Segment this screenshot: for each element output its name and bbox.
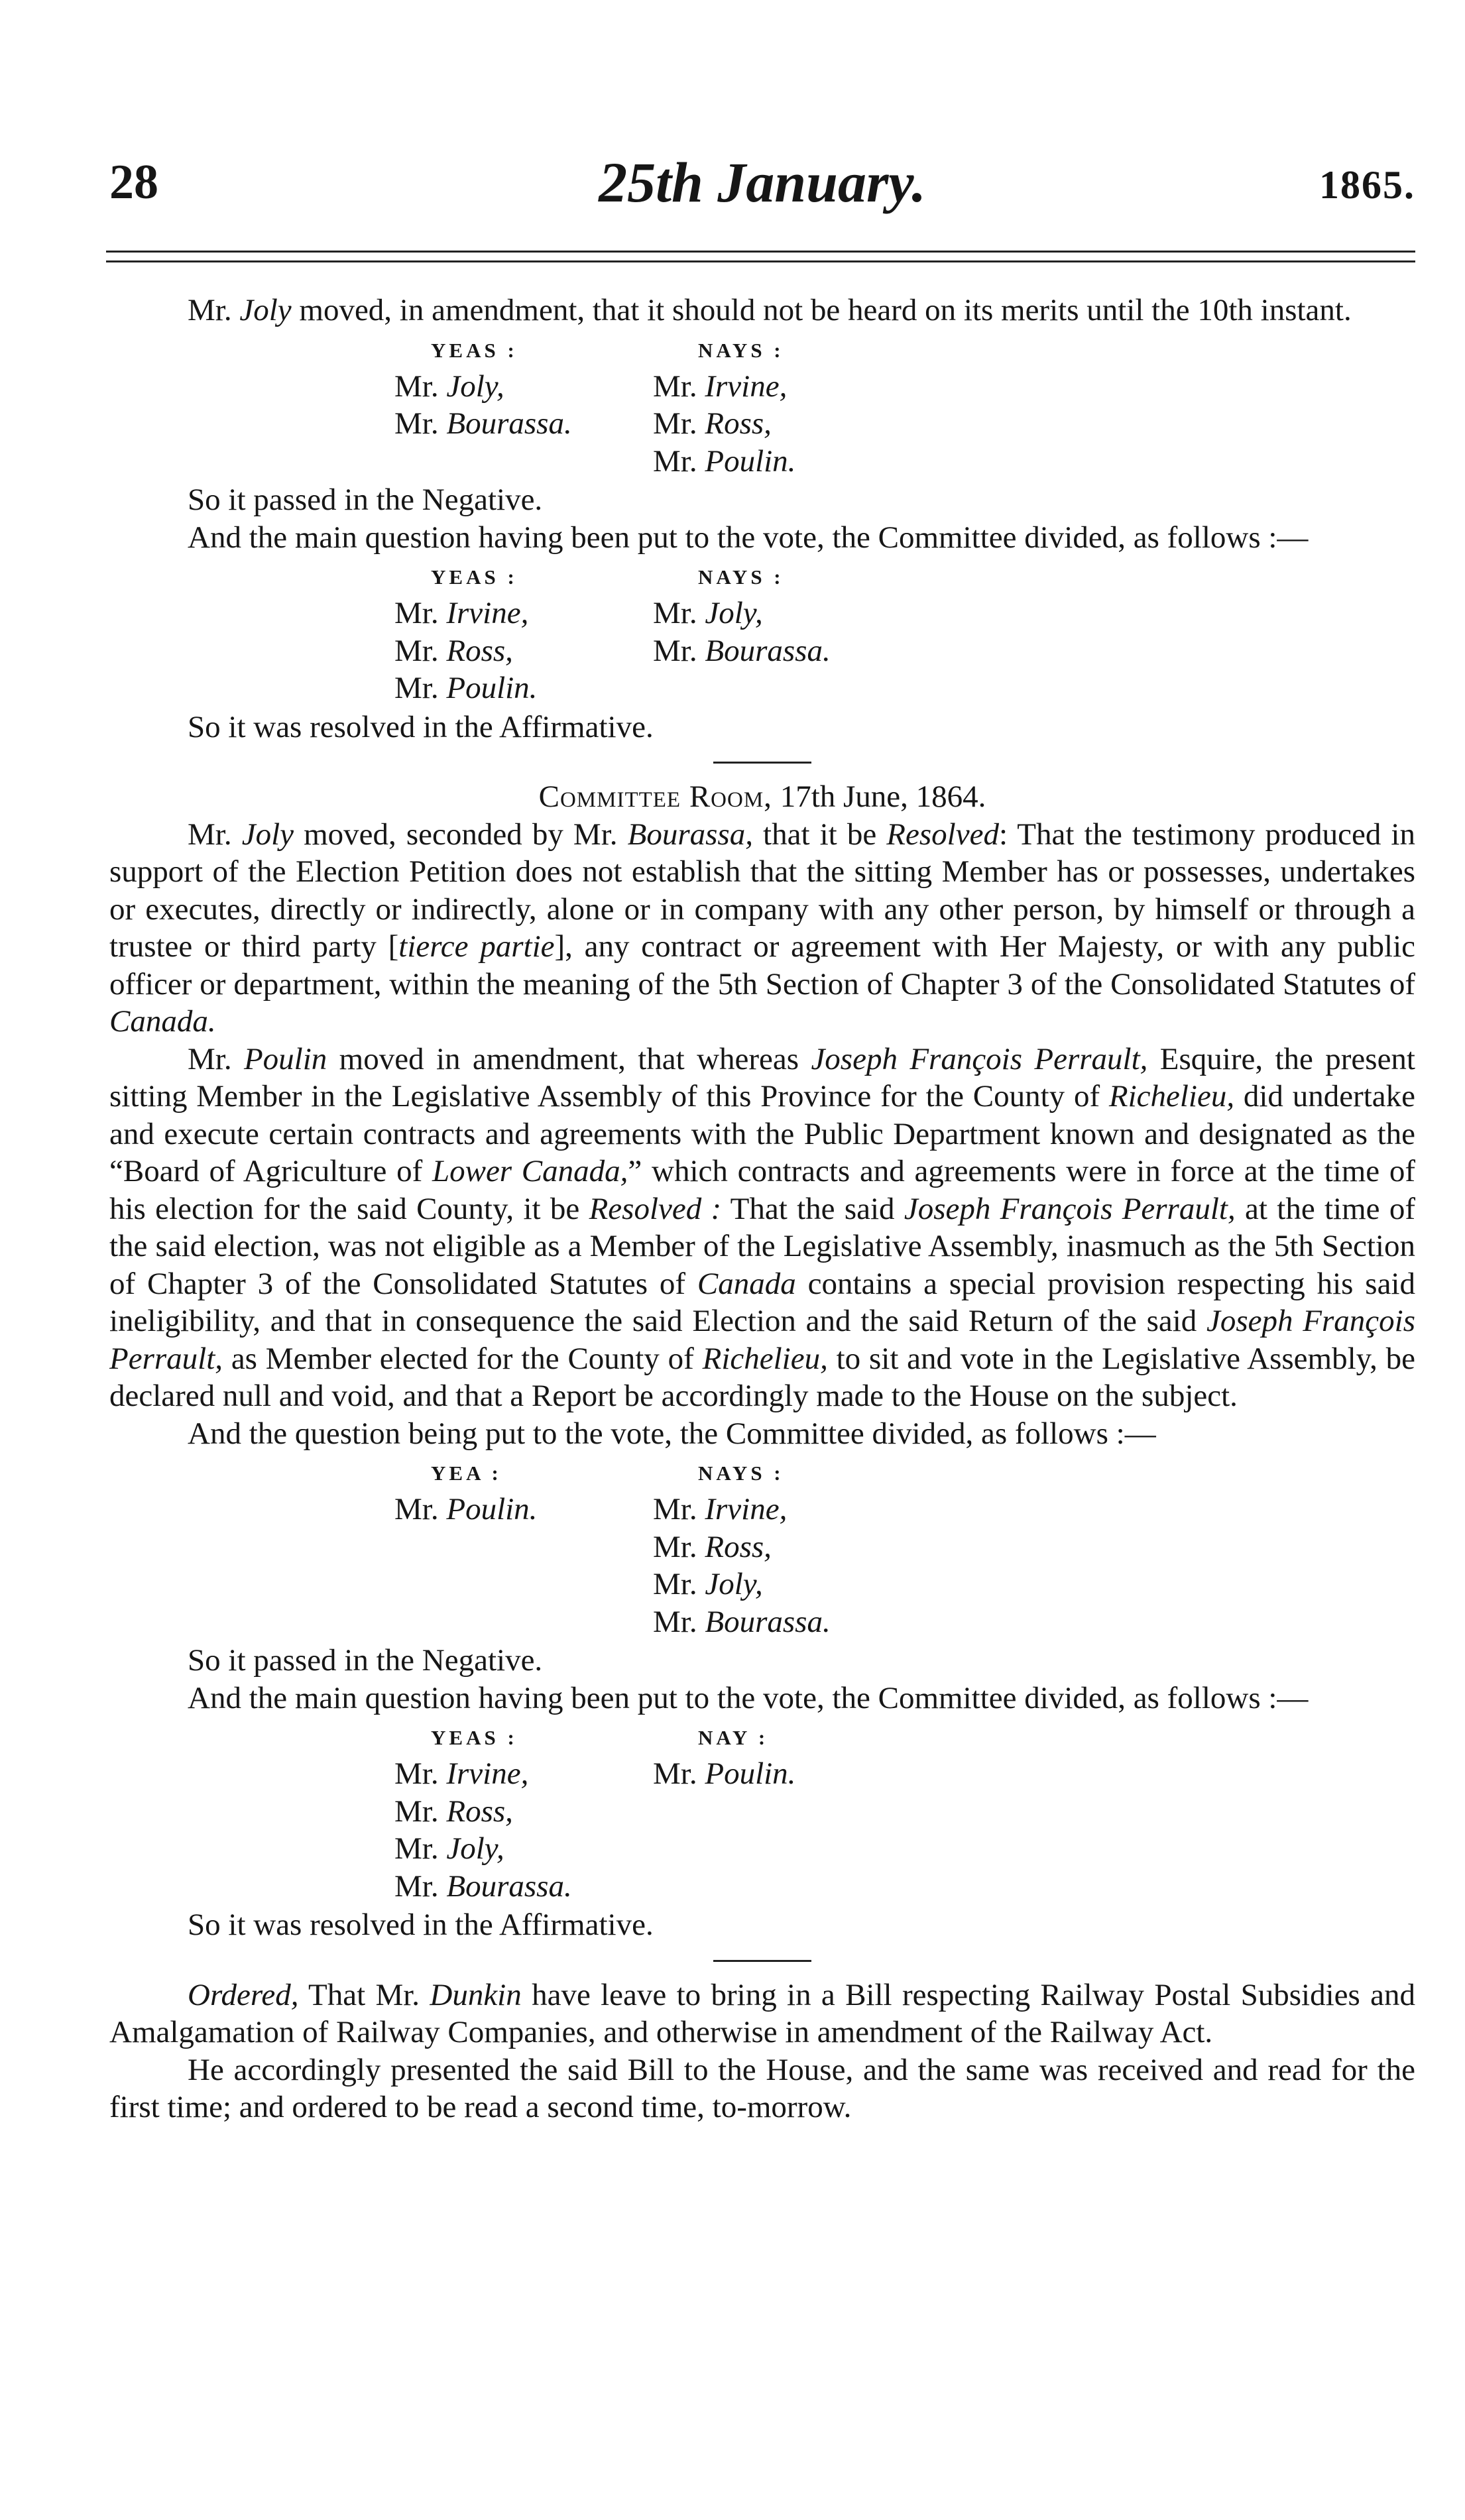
member: Mr. Poulin. [653, 1756, 796, 1791]
yeas-column [109, 560, 653, 707]
nay-column [653, 1721, 795, 1905]
yeas-label: YEAS : [431, 1726, 518, 1749]
member: Mr. Irvine, [394, 596, 529, 630]
member: Mr. Ross, [653, 1529, 772, 1564]
yea-label: YEA : [431, 1461, 502, 1485]
member: Mr. Bourassa. [394, 406, 572, 441]
member: Mr. Joly, [394, 369, 504, 404]
division-3 [109, 1456, 1415, 1640]
section-divider [713, 762, 811, 764]
result-negative: So it passed in the Negative. [188, 483, 543, 517]
nays-column [653, 560, 831, 707]
yea-column [109, 1456, 653, 1640]
member: Mr. Irvine, [653, 1492, 788, 1526]
member: Mr. Irvine, [394, 1756, 529, 1791]
yeas-label: YEAS : [431, 338, 518, 362]
committee-heading: Committee Room, 17th June, 1864. [538, 779, 986, 814]
member: Mr. Ross, [653, 406, 772, 441]
section-divider [713, 1960, 811, 1962]
poulin-amendment: Mr. Poulin moved in amendment, that whereas Joseph François Perrault, Esquire, the present sitting Member in the Legislative Assembly of this Province for the County of Richelieu, did undertake and execute certain contracts and agreements with the Public Department known and designated as the “Board of Agriculture of Lower Canada,” which contracts and agreements were in force at the time of his election for the said County, it be Resolved : That the said Joseph François Perrault, at the time of the said election, was not eligible as a Member of the Legislative Assembly, inasmuch as the 5th Section of Chapter 3 of the Consolidated Statutes of Canada contains a special provision respecting his said ineligibility, and that in consequence the said Election and the said Return of the said Joseph François Perrault, as Member elected for the County of Richelieu, to sit and vote in the Legislative Assembly, be declared null and void, and that a Report be accordingly made to the House on the subject. [109, 1041, 1415, 1413]
header-double-rule [106, 251, 1415, 262]
page-header [109, 149, 1415, 222]
nays-label: NAYS : [698, 338, 784, 362]
member: Mr. Bourassa. [394, 1868, 572, 1904]
member: Mr. Poulin. [394, 1492, 538, 1526]
member: Mr. Joly, [653, 1567, 763, 1601]
yeas-label: YEAS : [431, 565, 518, 589]
result-affirmative: So it was resolved in the Affirmative. [188, 709, 654, 744]
member: Mr. Ross, [394, 633, 513, 668]
member: Mr. Ross, [394, 1794, 513, 1829]
page-number: 28 [109, 155, 158, 209]
joly-resolution: Mr. Joly moved, seconded by Mr. Bourassa, that it be Resolved: That the testimony produced in support of the Election Petition does not establish that the sitting Member has or possesses, undertakes or executes, directly or indirectly, alone or in company with any other person, by himself or through a trustee or third party [tierce partie], any contract or agreement with Her Majesty, or with any public officer or department, within the meaning of the 5th Section of Chapter 3 of the Consolidated Statutes of Canada. [109, 817, 1416, 1039]
nays-column [653, 1456, 831, 1640]
member: Mr. Bourassa. [653, 1604, 831, 1639]
main-question: And the main question having been put to the vote, the Committee divided, as follows :— [188, 1680, 1309, 1715]
division-2 [109, 560, 1415, 707]
member: Mr. Bourassa. [653, 633, 831, 668]
yeas-column [109, 333, 653, 481]
member: Mr. Joly, [394, 1831, 504, 1866]
nay-label: NAY : [698, 1726, 769, 1749]
division-4 [109, 1721, 1415, 1905]
header-year: 1865. [1319, 163, 1415, 207]
header-date: 25th January. [599, 150, 926, 214]
member: Mr. Irvine, [653, 369, 788, 404]
main-question: And the main question having been put to the vote, the Committee divided, as follows :— [188, 520, 1309, 555]
member: Mr. Poulin. [653, 443, 796, 479]
result-affirmative: So it was resolved in the Affirmative. [188, 1908, 654, 1942]
result-negative: So it passed in the Negative. [188, 1643, 543, 1678]
joly-amendment: Mr. Joly moved, in amendment, that it should not be heard on its merits until the 10th instant. [188, 293, 1352, 327]
nays-column [653, 333, 795, 481]
nays-label: NAYS : [698, 1461, 784, 1485]
order-dunkin-bill: Ordered, That Mr. Dunkin have leave to bring in a Bill respecting Railway Postal Subsidies and Amalgamation of Railway Companies, and otherwise in amendment of the Railway Act. [109, 1977, 1415, 2049]
question-put: And the question being put to the vote, the Committee divided, as follows :— [188, 1416, 1156, 1451]
division-1 [109, 333, 1415, 481]
bill-presented: He accordingly presented the said Bill to the House, and the same was received and read for the first time; and ordered to be read a second time, to-morrow. [109, 2052, 1415, 2124]
nays-label: NAYS : [698, 565, 784, 589]
member: Mr. Joly, [653, 596, 763, 630]
member: Mr. Poulin. [394, 671, 538, 705]
page-body [109, 292, 1415, 2126]
yeas-column [109, 1721, 653, 1905]
